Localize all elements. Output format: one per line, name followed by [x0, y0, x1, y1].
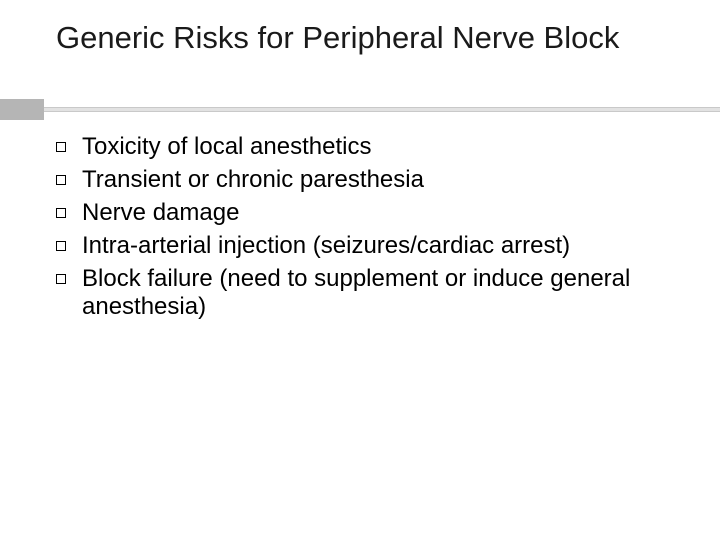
divider-accent-block: [0, 99, 44, 120]
bullet-text: Transient or chronic paresthesia: [82, 166, 424, 193]
hollow-square-bullet-icon: [56, 175, 66, 185]
slide-title: Generic Risks for Peripheral Nerve Block: [56, 20, 620, 55]
hollow-square-bullet-icon: [56, 208, 66, 218]
bullet-item: [56, 232, 696, 260]
bullet-item: [56, 166, 696, 194]
hollow-square-bullet-icon: [56, 142, 66, 152]
bullet-item: [56, 265, 696, 321]
bullet-text: Toxicity of local anesthetics: [82, 133, 372, 160]
bullet-list: [56, 133, 696, 326]
bullet-text: Nerve damage: [82, 199, 240, 226]
bullet-item: [56, 133, 696, 161]
bullet-text: Intra-arterial injection (seizures/cardiac arrest): [82, 232, 571, 259]
bullet-item: [56, 199, 696, 227]
divider-line: [44, 99, 720, 120]
bullet-text: Block failure (need to supplement or induce general anesthesia): [82, 265, 631, 320]
title-divider: [0, 99, 720, 120]
hollow-square-bullet-icon: [56, 274, 66, 284]
hollow-square-bullet-icon: [56, 241, 66, 251]
